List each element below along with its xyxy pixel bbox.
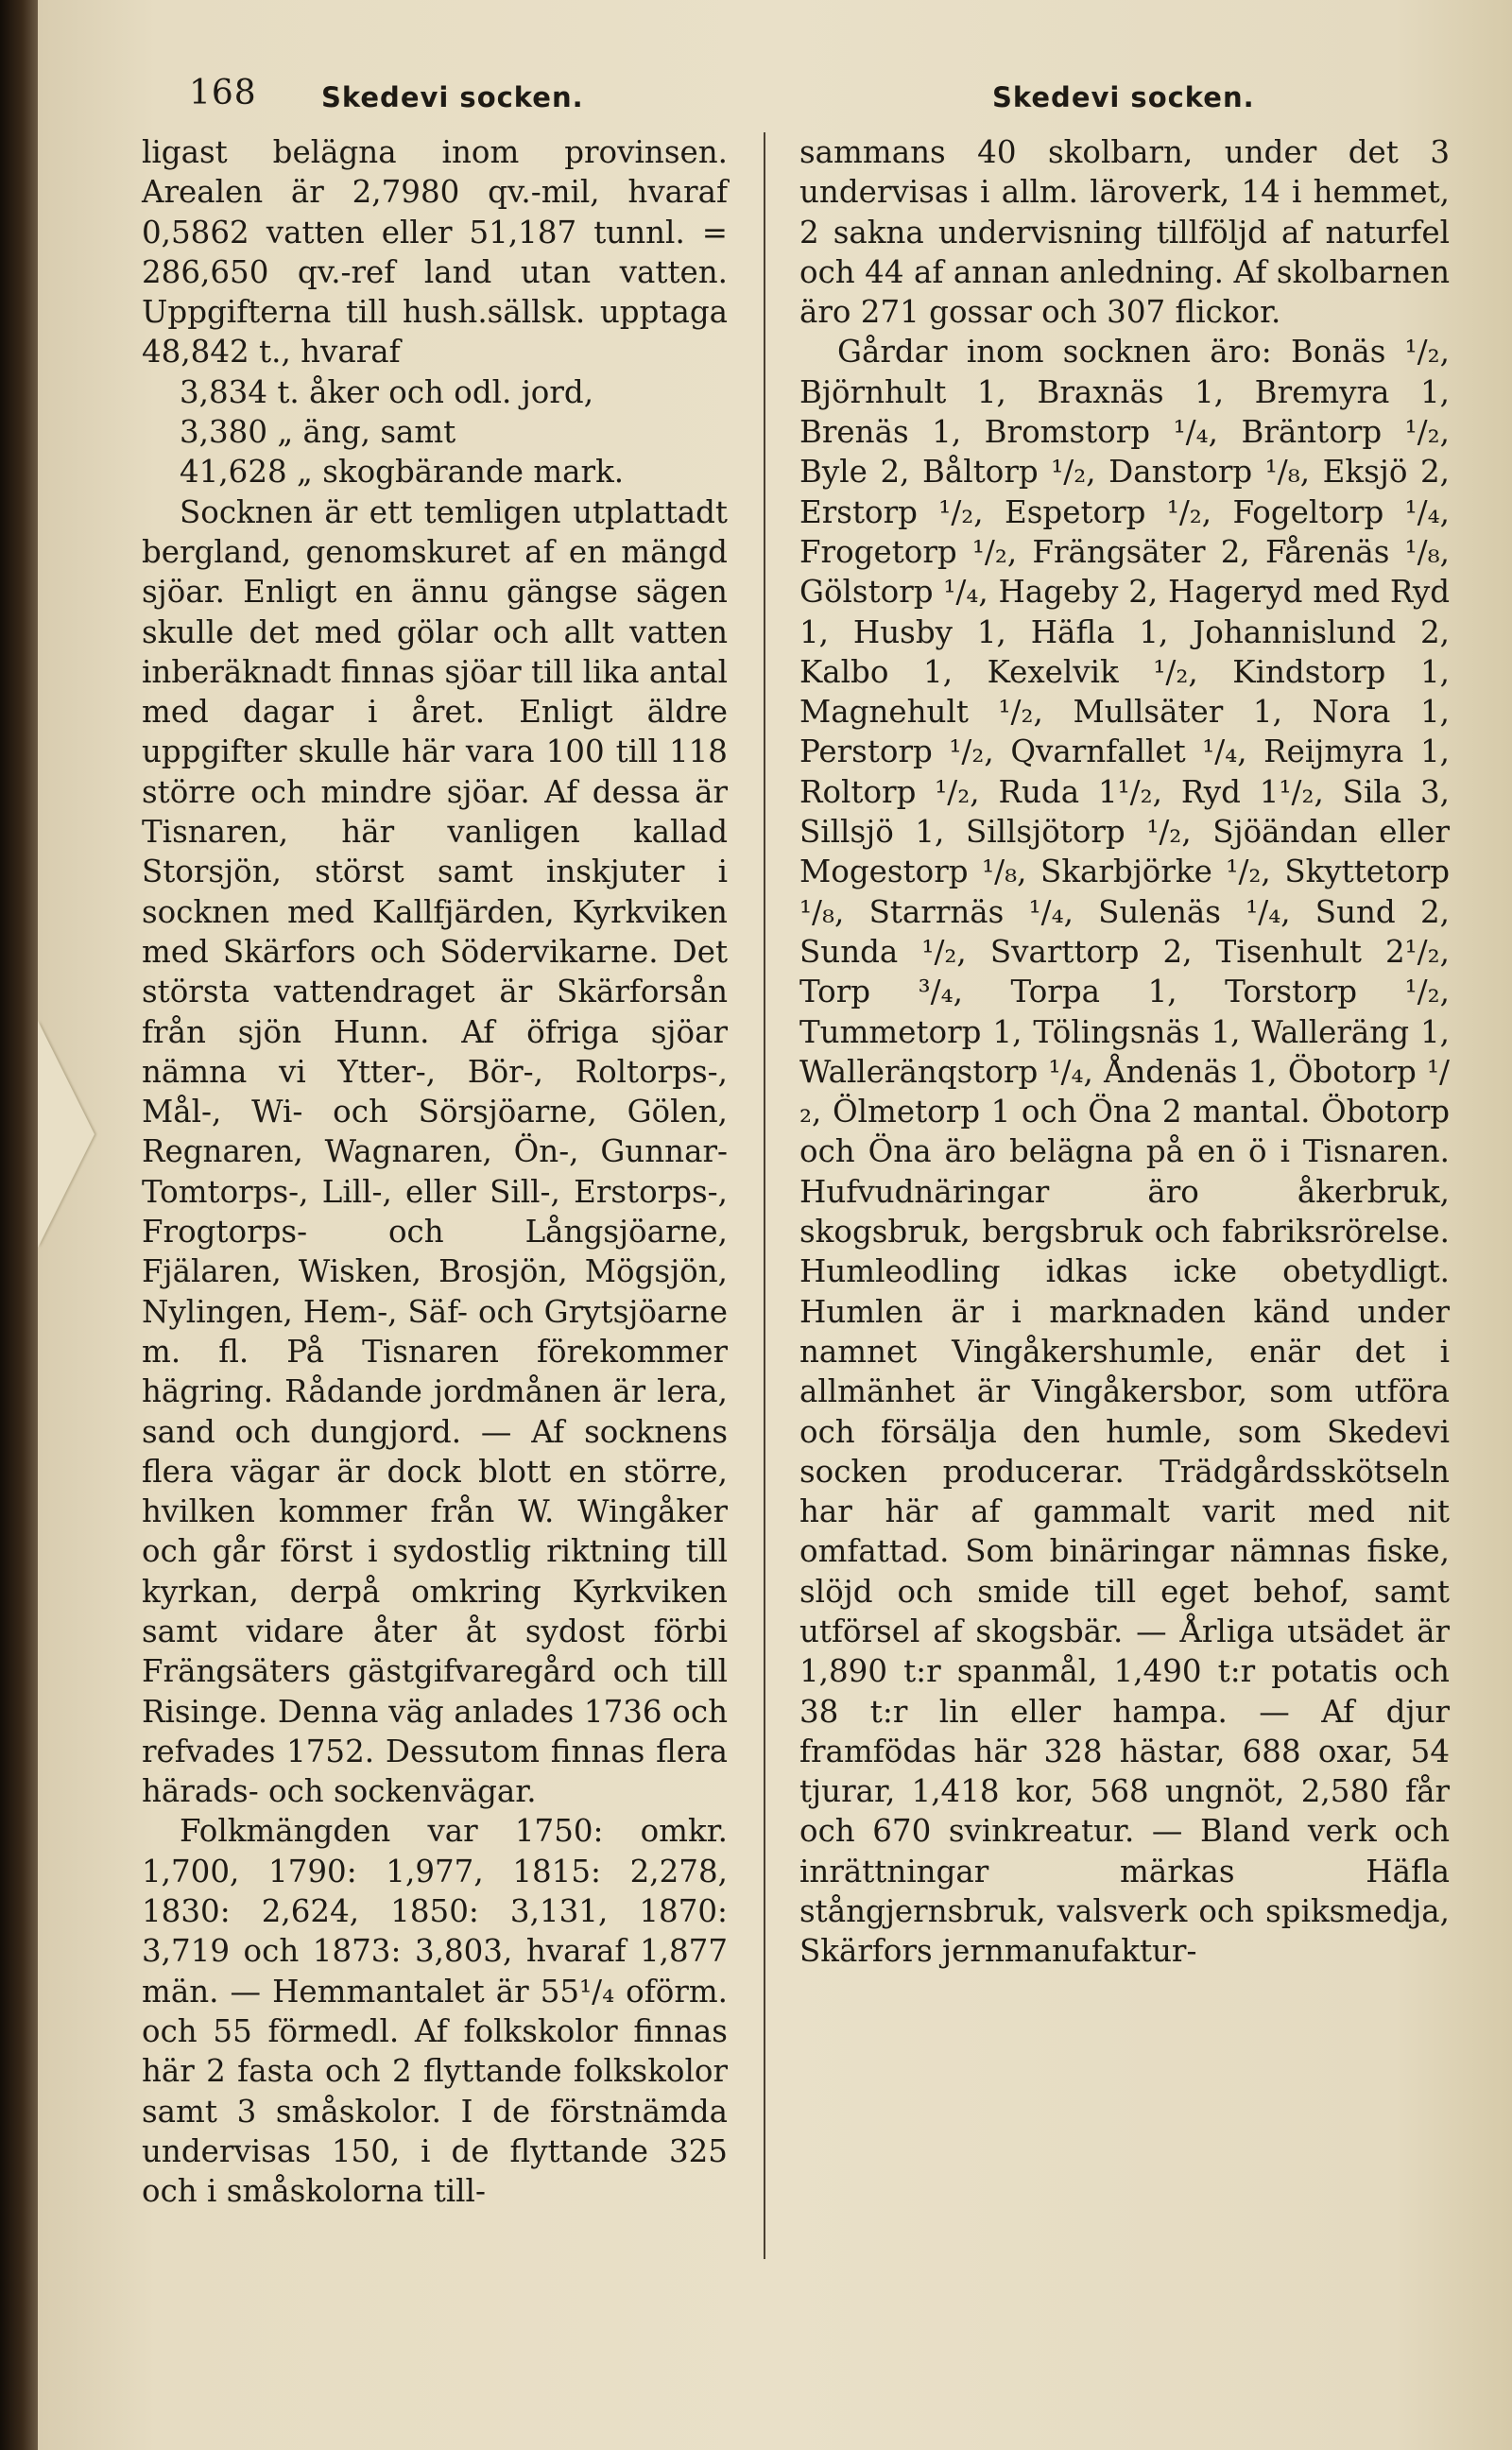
paragraph-schools: sammans 40 skolbarn, under det 3 undervisas i allm. läroverk, 14 i hemmet, 2 sakna undervisning tillföljd af naturfel och 44 af annan anledning. Af skolbarnen äro 271 gossar och 307 flickor.	[799, 134, 1450, 331]
land-use-item: 41,628 „ skogbärande mark.	[180, 454, 625, 491]
book-page	[38, 0, 1512, 2450]
paragraph-geography: Socknen är ett temligen utplattadt bergland, genomskuret af en mängd sjöar. Enligt en ännu gängse sägen skulle det med gölar och allt vatten inberäknadt finnas sjöar till lika antal med dagar i året. Enligt äldre uppgifter skulle här vara 100 till 118 större och mindre sjöar. Af dessa är Tisnaren, här vanligen kallad Storsjön, störst samt inskjuter i socknen med Kallfjärden, Kyrkviken med Skärfors och Södervikarne. Det största vattendraget är Skärforsån från sjön Hunn. Af öfriga sjöar nämna vi Ytter-, Bör-, Roltorps-, Mål-, Wi- och Sörsjöarne, Gölen, Regnaren, Wagnaren, Ön-, Gunnar-Tomtorps-, Lill-, eller Sill-, Erstorps-, Frogtorps- och Långsjöarne, Fjälaren, Wisken, Brosjön, Mögsjön, Nylingen, Hem-, Säf- och Grytsjöarne m. fl. På Tisnaren förekommer hägring. Rådande jordmånen är lera, sand och dungjord. — Af socknens flera vägar är dock blott en större, hvilken kommer från W. Wingåker och går först i sydostlig riktning till kyrkan, derpå omkring Kyrkviken samt vidare åter åt sydost förbi Frängsäters gästgifvaregård och till Risinge. Denna väg anlades 1736 och refvades 1752. Dessutom finnas flera härads- och sockenvägar.	[142, 493, 728, 1810]
column-divider	[764, 132, 765, 2259]
page-fold-marker	[38, 1021, 94, 1248]
left-column	[142, 132, 728, 2211]
paragraph-population: Folkmängden var 1750: omkr. 1,700, 1790: 1,977, 1815: 2,278, 1830: 2,624, 1850: 3,131, 1870: 3,719 och 1873: 3,803, hvaraf 1,877 män. — Hemmantalet är 55¹/₄ oförm. och 55 förmedl. Af folkskolor finnas här 2 fasta och 2 flyttande folkskolor samt 3 småskolor. I de förstnämda undervisas 150, i de flyttande 325 och i småskolorna till-	[142, 1813, 728, 2210]
running-header-right: Skedevi socken.	[992, 81, 1255, 113]
paragraph-farms: Gårdar inom socknen äro: Bonäs ¹/₂, Björnhult 1, Braxnäs 1, Bremyra 1, Brenäs 1, Bromstorp ¹/₄, Bräntorp ¹/₂, Byle 2, Båltorp ¹/₂, Danstorp ¹/₈, Eksjö 2, Erstorp ¹/₂, Espetorp ¹/₂, Fogeltorp ¹/₄, Frogetorp ¹/₂, Frängsäter 2, Fårenäs ¹/₈, Gölstorp ¹/₄, Hageby 2, Hageryd med Ryd 1, Husby 1, Häfla 1, Johannislund 2, Kalbo 1, Kexelvik ¹/₂, Kindstorp 1, Magnehult ¹/₂, Mullsäter 1, Nora 1, Perstorp ¹/₂, Qvarnfallet ¹/₄, Reijmyra 1, Roltorp ¹/₂, Ruda 1¹/₂, Ryd 1¹/₂, Sila 3, Sillsjö 1, Sillsjötorp ¹/₂, Sjöändan eller Mogestorp ¹/₈, Skarbjörke ¹/₂, Skyttetorp ¹/₈, Starrnäs ¹/₄, Sulenäs ¹/₄, Sund 2, Sunda ¹/₂, Svarttorp 2, Tisenhult 2¹/₂, Torp ³/₄, Torpa 1, Torstorp ¹/₂, Tummetorp 1, Tölingsnäs 1, Walleräng 1, Walleränqstorp ¹/₄, Åndenäs 1, Öbotorp ¹/₂, Ölmetorp 1 och Öna 2 mantal. Öbotorp och Öna äro belägna på en ö i Tisnaren. Hufvudnäringar äro åkerbruk, skogsbruk, bergsbruk och fabriksrörelse. Humleodling idkas icke obetydligt. Humlen är i marknaden känd under namnet Vingåkershumle, enär det i allmänhet är Vingåkersbor, som utföra och försälja den humle, som Skedevi socken producerar. Trädgårdsskötseln har här af gammalt varit med nit omfattad. Som binäringar nämnas fiske, slöjd och smide till eget behof, samt utförsel af skogsbär. — Årliga utsädet är 1,890 t:r spanmål, 1,490 t:r potatis och 38 t:r lin eller hampa. — Af djur framfödas här 328 hästar, 688 oxar, 54 tjurar, 1,418 kor, 568 ungnöt, 2,580 får och 670 svinkreatur. — Bland verk och inrättningar märkas Häfla stångjernsbruk, valsverk och spiksmedja, Skärfors jernmanufaktur-	[799, 334, 1450, 1970]
land-use-item: 3,380 „ äng, samt	[180, 414, 456, 451]
running-header-left: Skedevi socken.	[321, 81, 584, 113]
right-column	[799, 132, 1450, 1972]
paragraph-area: ligast belägna inom provinsen. Arealen är 2,7980 qv.-mil, hvaraf 0,5862 vatten eller 51,187 tunnl. = 286,650 qv.-ref land utan vatten. Uppgifterna till hush.sällsk. upptaga 48,842 t., hvaraf	[142, 134, 728, 371]
land-use-list	[142, 372, 728, 492]
page-number: 168	[189, 74, 257, 112]
book-binding	[0, 0, 38, 2450]
land-use-item: 3,834 t. åker och odl. jord,	[180, 373, 594, 410]
